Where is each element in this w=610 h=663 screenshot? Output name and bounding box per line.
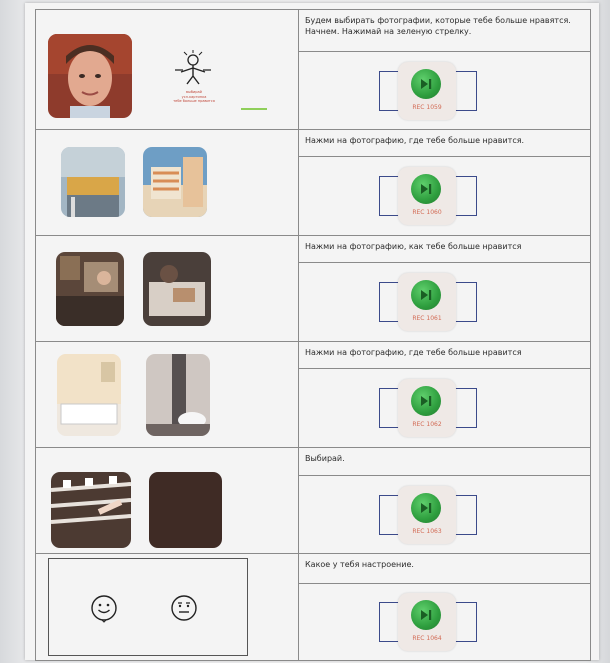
picture-cell — [36, 130, 299, 235]
play-skip-icon — [411, 600, 441, 630]
rec-cell — [299, 369, 590, 447]
instruction-text: Нажми на фотографию, где тебе больше нравится. — [299, 130, 590, 157]
bathroom-photo-option-2[interactable] — [146, 354, 210, 436]
picture-cell — [36, 236, 299, 341]
table-row — [36, 130, 590, 236]
picture-cell — [36, 554, 299, 660]
bedroom-photo-option-2[interactable] — [143, 147, 207, 217]
play-skip-icon — [411, 174, 441, 204]
rec-label: REC 1061 — [412, 315, 442, 322]
picture-cell — [36, 10, 299, 129]
green-underline — [241, 108, 267, 110]
happy-face-icon[interactable] — [89, 593, 119, 623]
play-skip-icon — [411, 386, 441, 416]
table-row — [36, 554, 590, 660]
rec-cell — [299, 52, 590, 129]
play-skip-icon — [411, 493, 441, 523]
instruction-text: Нажми на фотографию, где тебе больше нравится — [299, 342, 590, 369]
rec-label: REC 1059 — [412, 103, 442, 111]
table-row — [36, 342, 590, 448]
table-row — [36, 10, 590, 130]
rec-button[interactable] — [398, 379, 456, 437]
rec-cell — [299, 157, 590, 235]
rec-button[interactable] — [398, 593, 456, 651]
pictogram-caption: выбирай усл.картинка тебе больше нравится — [173, 90, 215, 103]
rec-button[interactable] — [398, 62, 456, 120]
table-row — [36, 448, 590, 554]
picture-cell — [36, 342, 299, 447]
instruction-table — [35, 9, 591, 661]
bathroom-photo-option-1[interactable] — [57, 354, 121, 436]
instruction-text: Выбирай. — [299, 448, 590, 476]
instruction-text: Нажми на фотографию, как тебе больше нравится — [299, 236, 590, 263]
rec-label: REC 1060 — [412, 209, 442, 216]
table-row — [36, 236, 590, 342]
rec-label: REC 1062 — [412, 421, 442, 428]
instruction-text: Какое у тебя настроение. — [299, 554, 590, 584]
rec-button[interactable] — [398, 167, 456, 225]
board-photo-option-1[interactable] — [51, 472, 131, 548]
boy-portrait-photo[interactable] — [48, 34, 132, 118]
rec-cell — [299, 263, 590, 341]
rec-cell — [299, 476, 590, 553]
neutral-face-icon[interactable] — [169, 593, 199, 623]
mood-choice-box — [48, 558, 248, 656]
play-skip-icon — [411, 280, 441, 310]
rec-button[interactable] — [398, 273, 456, 331]
choice-pictogram-icon — [173, 50, 213, 86]
bedroom-photo-option-1[interactable] — [61, 147, 125, 217]
rec-cell — [299, 584, 590, 660]
instruction-text: Будем выбирать фотографии, которые тебе больше нравятся. Начнем. Нажимай на зеленую стрелку. — [299, 10, 590, 52]
rec-label: REC 1063 — [412, 527, 442, 535]
picture-cell — [36, 448, 299, 553]
board-photo-option-2[interactable] — [149, 472, 222, 548]
play-skip-icon — [411, 69, 441, 99]
kitchen-photo-option-1[interactable] — [56, 252, 124, 326]
rec-button[interactable] — [398, 486, 456, 544]
kitchen-photo-option-2[interactable] — [143, 252, 211, 326]
document-sheet — [25, 3, 599, 660]
rec-label: REC 1064 — [412, 635, 442, 642]
